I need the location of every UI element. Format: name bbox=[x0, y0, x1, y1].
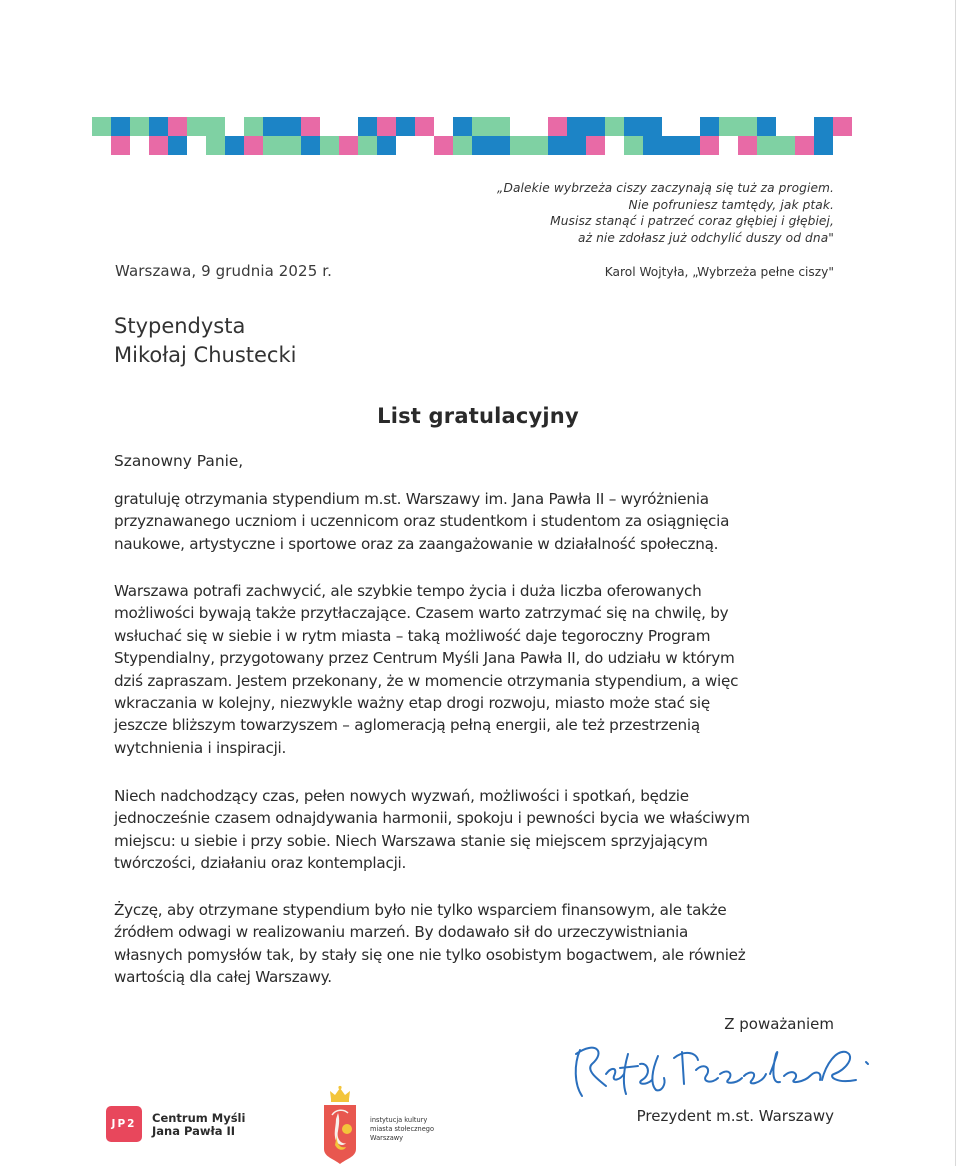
pattern-cell bbox=[814, 117, 833, 136]
pattern-cell bbox=[282, 136, 301, 155]
crown-icon bbox=[330, 1086, 350, 1102]
paragraph-1 bbox=[114, 488, 854, 555]
paragraph-line: wytchnienia i inspiracji. bbox=[114, 738, 287, 757]
pattern-cell bbox=[301, 136, 320, 155]
paragraph-line: dziś zapraszam. Jestem przekonany, że w momencie otrzymania stypendium, a więc bbox=[114, 671, 739, 690]
pattern-cell bbox=[415, 117, 434, 136]
institution-line: instytucja kultury bbox=[370, 1116, 428, 1124]
paragraph-line: przyznawanego uczniom i uczennicom oraz studentkom i studentom za osiągnięcia bbox=[114, 512, 730, 531]
pattern-cell bbox=[567, 117, 586, 136]
pattern-cell bbox=[111, 136, 130, 155]
jp2-logo-name bbox=[152, 1112, 245, 1138]
pattern-cell bbox=[472, 136, 491, 155]
closing-phrase: Z poważaniem bbox=[724, 1015, 834, 1033]
paragraph-line: jednocześnie czasem odnajdywania harmonii, spokoju i pewności bycia we właściwym bbox=[114, 809, 750, 828]
epigraph-line: Musisz stanąć i patrzeć coraz głębiej i głębiej, bbox=[550, 214, 834, 228]
pattern-cell bbox=[92, 117, 111, 136]
pattern-cell bbox=[149, 117, 168, 136]
pattern-cell bbox=[795, 136, 814, 155]
pattern-cell bbox=[472, 117, 491, 136]
pattern-cell bbox=[339, 136, 358, 155]
pattern-cell bbox=[700, 117, 719, 136]
paragraph-line: wsłuchać się w siebie i w rytm miasta – taką możliwość daje tegoroczny Program bbox=[114, 626, 711, 645]
pattern-cell bbox=[168, 136, 187, 155]
place-date: Warszawa, 9 grudnia 2025 r. bbox=[115, 262, 332, 280]
paragraph-line: Niech nadchodzący czas, pełen nowych wyzwań, możliwości i spotkań, będzie bbox=[114, 787, 689, 805]
pattern-cell bbox=[168, 117, 187, 136]
pattern-cell bbox=[548, 117, 567, 136]
pattern-cell bbox=[358, 136, 377, 155]
pattern-cell bbox=[377, 117, 396, 136]
pattern-cell bbox=[529, 136, 548, 155]
pattern-cell bbox=[282, 117, 301, 136]
pattern-cell bbox=[776, 136, 795, 155]
paragraph-line: naukowe, artystyczne i sportowe oraz za zaangażowanie w działalność społeczną. bbox=[114, 534, 719, 553]
pattern-cell bbox=[757, 117, 776, 136]
decorative-pixel-strip bbox=[92, 117, 852, 155]
institution-line: miasta stołecznego bbox=[370, 1125, 434, 1133]
pattern-cell bbox=[757, 136, 776, 155]
handwritten-signature bbox=[566, 1034, 876, 1104]
paragraph-line: wkraczania w kolejny, niezwykle ważny etap drogi rozwoju, miasto może stać się bbox=[114, 694, 710, 713]
epigraph-line: Nie pofruniesz tamtędy, jak ptak. bbox=[628, 197, 834, 212]
epigraph-author: Karol Wojtyła, „Wybrzeża pełne ciszy" bbox=[604, 265, 834, 279]
paragraph-line: Warszawa potrafi zachwycić, ale szybkie tempo życia i duża liczba oferowanych bbox=[114, 582, 702, 600]
epigraph-line: aż nie zdołasz już odchylić duszy od dna" bbox=[578, 230, 834, 245]
pattern-cell bbox=[738, 136, 757, 155]
paragraph-line: źródłem odwagi w realizowaniu marzeń. By dodawało sił do urzeczywistniania bbox=[114, 923, 689, 942]
pattern-cell bbox=[434, 136, 453, 155]
pattern-cell bbox=[206, 117, 225, 136]
pattern-cell bbox=[643, 136, 662, 155]
paragraph-3 bbox=[114, 785, 854, 875]
institution-line: Warszawy bbox=[370, 1134, 404, 1142]
warsaw-coat-of-arms-icon bbox=[322, 1085, 358, 1165]
pattern-cell bbox=[130, 117, 149, 136]
pattern-cell bbox=[833, 117, 852, 136]
pattern-cell bbox=[244, 117, 263, 136]
letter-title: List gratulacyjny bbox=[377, 404, 579, 428]
pattern-cell bbox=[510, 136, 529, 155]
pattern-cell bbox=[149, 136, 168, 155]
pattern-cell bbox=[624, 136, 643, 155]
paragraph-2 bbox=[114, 580, 854, 759]
jp2-logo-badge bbox=[106, 1106, 142, 1142]
pattern-cell bbox=[681, 136, 700, 155]
pattern-cell bbox=[738, 117, 757, 136]
paragraph-line: jeszcze bliższym towarzyszem – aglomeracją pełną energii, ale też przestrzenią bbox=[114, 716, 700, 735]
salutation: Szanowny Panie, bbox=[114, 452, 244, 470]
pattern-cell bbox=[453, 136, 472, 155]
recipient-name: Mikołaj Chustecki bbox=[114, 343, 297, 367]
pattern-cell bbox=[396, 117, 415, 136]
paragraph-line: twórczości, działaniu oraz kontemplacji. bbox=[114, 854, 407, 873]
pattern-cell bbox=[358, 117, 377, 136]
pattern-cell bbox=[320, 136, 339, 155]
paragraph-line: wartością dla całej Warszawy. bbox=[114, 968, 332, 987]
pattern-cell bbox=[567, 136, 586, 155]
pattern-cell bbox=[263, 117, 282, 136]
jp2-name-line: Jana Pawła II bbox=[152, 1124, 236, 1138]
pattern-cell bbox=[814, 136, 833, 155]
pattern-cell bbox=[301, 117, 320, 136]
institution-text bbox=[370, 1116, 434, 1143]
pattern-cell bbox=[111, 117, 130, 136]
pattern-cell bbox=[548, 136, 567, 155]
pattern-cell bbox=[719, 117, 738, 136]
pattern-cell bbox=[662, 136, 681, 155]
paragraph-line: gratuluję otrzymania stypendium m.st. Warszawy im. Jana Pawła II – wyróżnienia bbox=[114, 490, 709, 508]
recipient-role: Stypendysta bbox=[114, 314, 246, 338]
paragraph-line: własnych pomysłów tak, by stały się one nie tylko osobistym bogactwem, ale również bbox=[114, 945, 746, 964]
pattern-cell bbox=[491, 117, 510, 136]
pattern-cell bbox=[624, 117, 643, 136]
jp2-name-line: Centrum Myśli bbox=[152, 1111, 246, 1125]
pattern-cell bbox=[377, 136, 396, 155]
pattern-cell bbox=[586, 117, 605, 136]
jp2-badge-text: JP2 bbox=[111, 1118, 137, 1130]
paragraph-4 bbox=[114, 899, 854, 989]
epigraph-line: „Dalekie wybrzeża ciszy zaczynają się tuż za progiem. bbox=[497, 181, 834, 195]
paragraph-line: możliwości bywają także przytłaczające. Czasem warto zatrzymać się na chwilę, by bbox=[114, 604, 729, 623]
pattern-cell bbox=[263, 136, 282, 155]
pattern-cell bbox=[700, 136, 719, 155]
pattern-cell bbox=[605, 117, 624, 136]
epigraph-quote bbox=[497, 180, 834, 246]
paragraph-line: Stypendialny, przygotowany przez Centrum Myśli Jana Pawła II, do udziału w którym bbox=[114, 649, 735, 668]
recipient bbox=[114, 312, 296, 370]
pattern-cell bbox=[244, 136, 263, 155]
pattern-cell bbox=[586, 136, 605, 155]
signer-title: Prezydent m.st. Warszawy bbox=[636, 1107, 834, 1125]
pattern-cell bbox=[453, 117, 472, 136]
pattern-cell bbox=[491, 136, 510, 155]
pattern-cell bbox=[206, 136, 225, 155]
paragraph-line: Życzę, aby otrzymane stypendium było nie tylko wsparciem finansowym, ale także bbox=[114, 901, 727, 919]
pattern-cell bbox=[643, 117, 662, 136]
paragraph-line: miejscu: u siebie i przy sobie. Niech Warszawa stanie się miejscem sprzyjającym bbox=[114, 831, 708, 850]
pattern-cell bbox=[225, 136, 244, 155]
pattern-cell bbox=[187, 117, 206, 136]
